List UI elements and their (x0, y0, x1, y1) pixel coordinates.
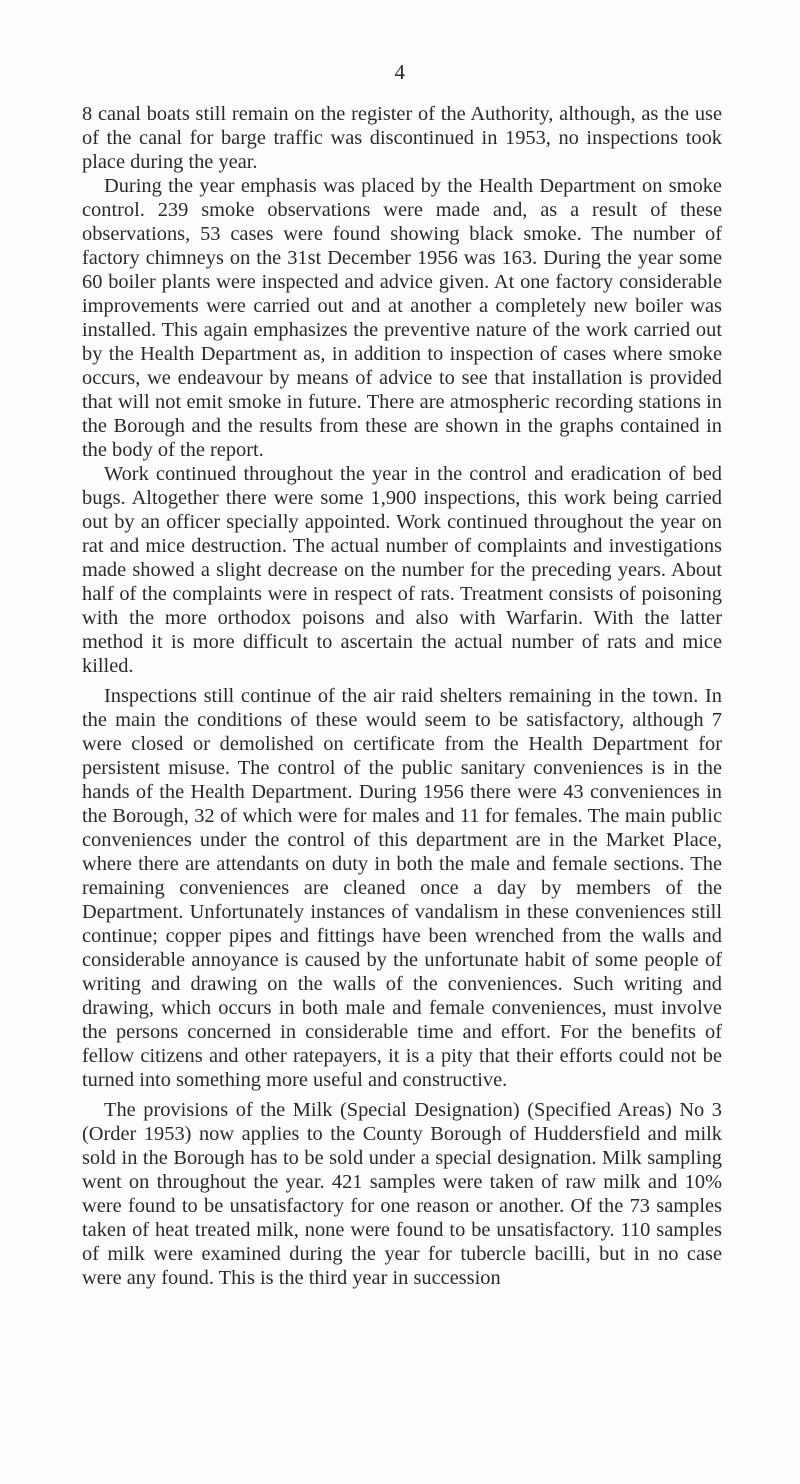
paragraph-milk-sampling: The provisions of the Milk (Special Designation) (Specified Areas) No 3 (Order 1953) now applies to the County Borough of Huddersfield and milk sold in the Borough has to be sold under a special designation. Milk sampling went on throughout the year. 421 samples were taken of raw milk and 10% were found to be unsatisfactory for one reason or another. Of the 73 samples taken of heat treated milk, none were found to be unsatisfactory. 110 samples of milk were examined during the year for tubercle bacilli, but in no case were any found. This is the third year in succession (82, 1099, 722, 1289)
paragraph-bed-bugs-rats: Work continued throughout the year in the control and eradication of bed bugs. Altogether there were some 1,900 inspections, this work being carried out by an officer specially appointed. Work continued throughout the year on rat and mice destruction. The actual number of complaints and investigations made showed a slight decrease on the number for the preceding years. About half of the complaints were in respect of rats. Treatment consists of poisoning with the more orthodox poisons and also with Warfarin. With the latter method it is more difficult to ascertain the actual number of rats and mice killed. (82, 463, 722, 677)
paragraph-smoke-control: During the year emphasis was placed by the Health Department on smoke control. 239 smoke observations were made and, as a result of these observations, 53 cases were found showing black smoke. The number of factory chimneys on the 31st December 1956 was 163. During the year some 60 boiler plants were inspected and advice given. At one factory considerable improvements were carried out and at another a completely new boiler was installed. This again emphasizes the preventive nature of the work carried out by the Health Department as, in addition to inspection of cases where smoke occurs, we endeavour by means of advice to see that installation is provided that will not emit smoke in future. There are atmospheric recording stations in the Borough and the results from these are shown in the graphs contained in the body of the report. (82, 175, 722, 461)
page-number: 4 (394, 60, 406, 84)
paragraph-shelters-conveniences: Inspections still continue of the air raid shelters remaining in the town. In the main the conditions of these would seem to be satisfactory, although 7 were closed or demolished on certificate from the Health Department for persistent misuse. The control of the public sanitary conveniences is in the hands of the Health Department. During 1956 there were 43 conveniences in the Borough, 32 of which were for males and 11 for females. The main public conveniences under the control of this department are in the Market Place, where there are attendants on duty in both the male and female sections. The remaining conveniences are cleaned once a day by members of the Department. Unfortunately instances of vandalism in these conveniences still continue; copper pipes and fittings have been wrenched from the walls and considerable annoyance is caused by the unfortunate habit of some people of writing and drawing on the walls of the conveniences. Such writing and drawing, which occurs in both male and female conveniences, must involve the persons concerned in considerable time and effort. For the benefits of fellow citizens and other ratepayers, it is a pity that their efforts could not be turned into something more useful and constructive. (82, 685, 722, 1091)
body-text (82, 102, 722, 1290)
paragraph-canal-boats: 8 canal boats still remain on the register of the Authority, although, as the use of the canal for barge traffic was discontinued in 1953, no inspections took place during the year. (82, 103, 722, 173)
